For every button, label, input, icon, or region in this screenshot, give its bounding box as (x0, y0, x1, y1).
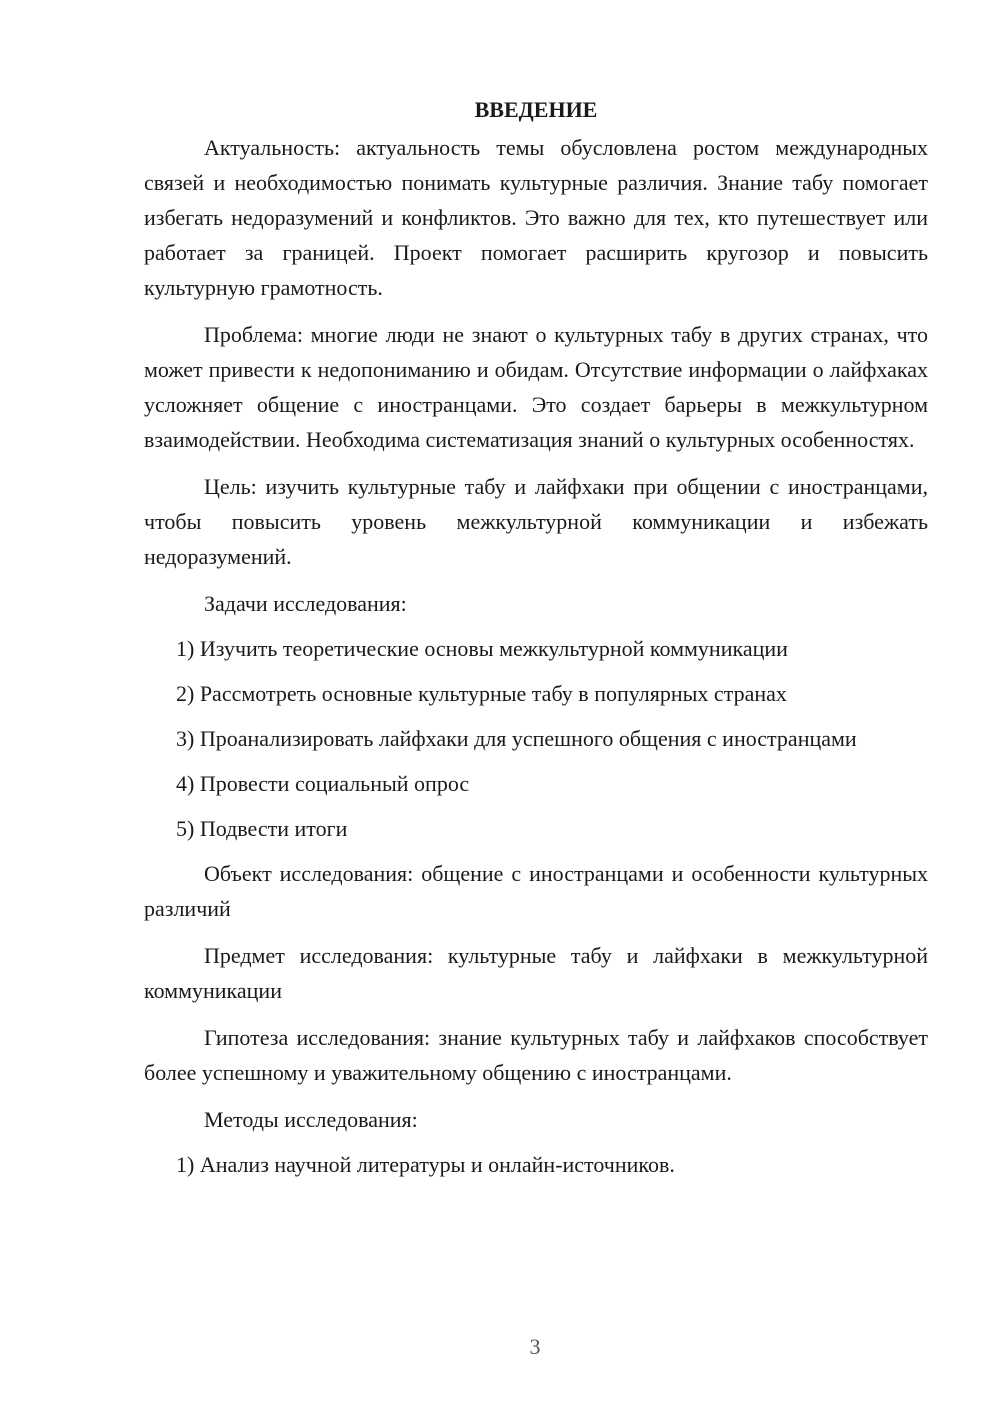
task-item: 3) Проанализировать лайфхаки для успешного общения с иностранцами (176, 726, 857, 751)
task-item: 5) Подвести итоги (176, 816, 348, 841)
tasks-heading: Задачи исследования: (204, 591, 407, 616)
object-paragraph: Объект исследования: общение с иностранцами и особенности культурных различий (144, 861, 928, 921)
goal-paragraph: Цель: изучить культурные табу и лайфхаки при общении с иностранцами, чтобы повысить уровень межкультурной коммуникации и избежать недоразумений. (144, 474, 928, 569)
task-item: 1) Изучить теоретические основы межкультурной коммуникации (176, 636, 788, 661)
problem-paragraph: Проблема: многие люди не знают о культурных табу в других странах, что может привести к недопониманию и обидам. Отсутствие информации о лайфхаках усложняет общение с иностранцами. Это создает барьеры в межкультурном взаимодействии. Необходима систематизация знаний о культурных особенностях. (144, 322, 928, 452)
page-title: ВВЕДЕНИЕ (474, 97, 598, 122)
relevance-paragraph: Актуальность: актуальность темы обусловлена ростом международных связей и необходимостью понимать культурные различия. Знание табу помогает избегать недоразумений и конфликтов. Это важно для тех, кто путешествует или работает за границей. Проект помогает расширить кругозор и повысить культурную грамотность. (144, 135, 928, 300)
task-item: 4) Провести социальный опрос (176, 771, 470, 796)
subject-paragraph: Предмет исследования: культурные табу и лайфхаки в межкультурной коммуникации (144, 943, 928, 1003)
methods-heading: Методы исследования: (204, 1107, 418, 1132)
hypothesis-paragraph: Гипотеза исследования: знание культурных табу и лайфхаков способствует более успешному и уважительному общению с иностранцами. (144, 1025, 928, 1085)
method-item: 1) Анализ научной литературы и онлайн-источников. (176, 1152, 675, 1177)
page-content (144, 96, 928, 1192)
page-number: 3 (529, 1334, 541, 1359)
task-item: 2) Рассмотреть основные культурные табу в популярных странах (176, 681, 787, 706)
